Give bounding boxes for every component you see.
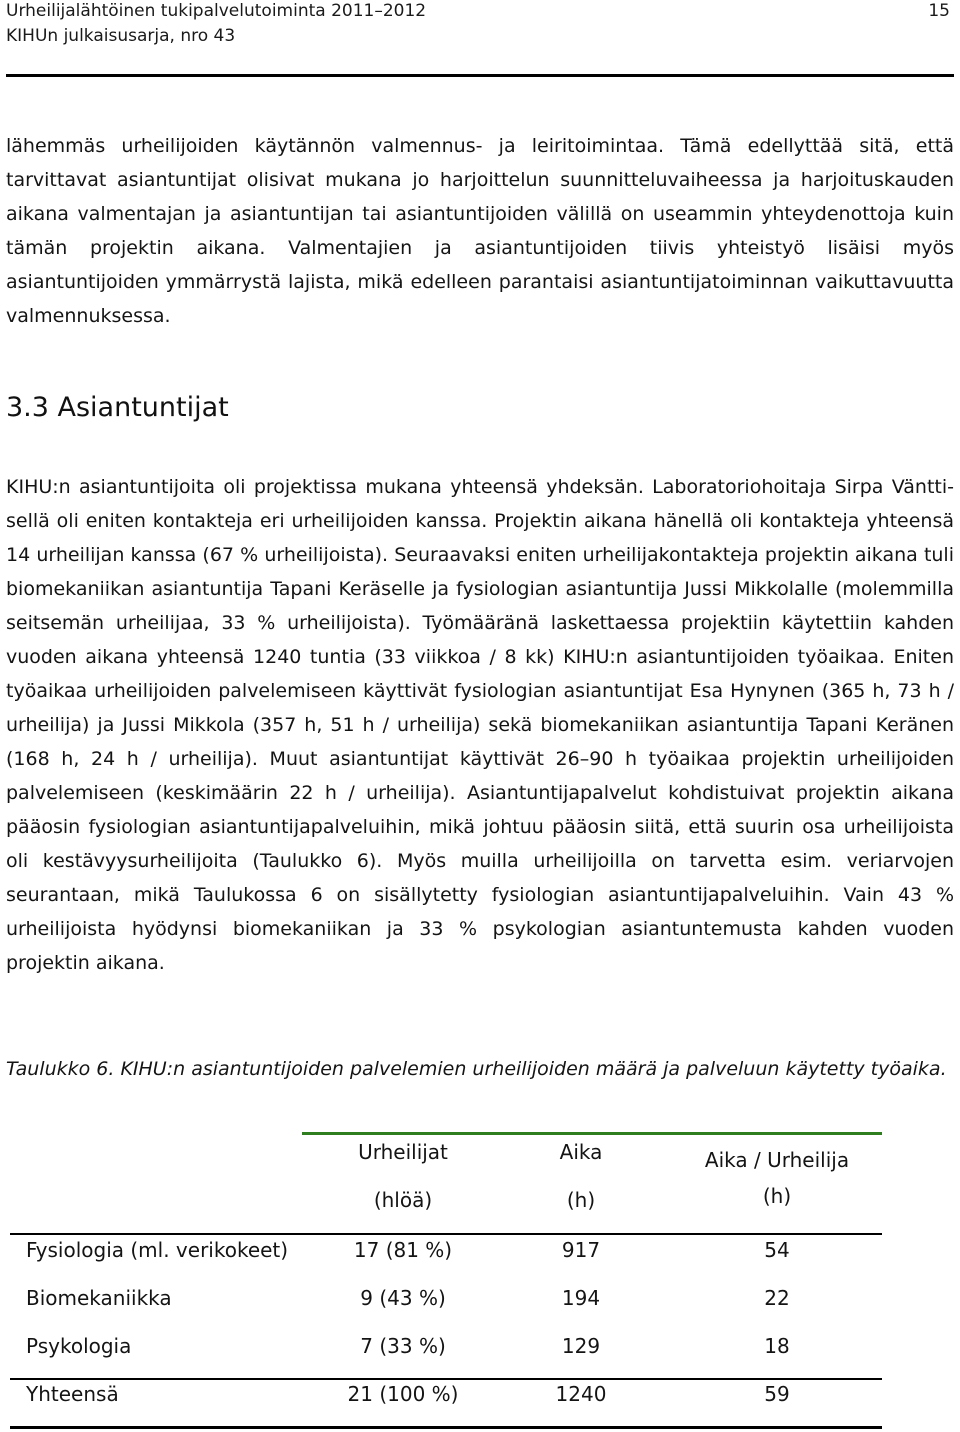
header-athletes: Urheilijat [358, 1140, 448, 1164]
publication-title: Urheilijalähtöinen tukipalvelutoiminta 2011–2012 [6, 1, 427, 21]
header-time-per-athlete-unit: (h) [762, 1184, 792, 1208]
row-time: 194 [561, 1286, 601, 1310]
header-divider [6, 74, 954, 77]
header-bottom-rule [10, 1233, 882, 1235]
row-label: Psykologia [26, 1334, 132, 1358]
header-time: Aika [559, 1140, 603, 1164]
row-athletes: 9 (43 %) [360, 1286, 446, 1310]
row-per-athlete: 59 [764, 1382, 790, 1406]
page-header [6, 0, 954, 50]
page-number: 15 [928, 1, 950, 21]
row-time: 917 [561, 1238, 601, 1262]
section-heading: 3.3 Asiantuntijat [6, 392, 229, 423]
row-athletes: 21 (100 %) [347, 1382, 459, 1406]
body-paragraph-2: KIHU:n asiantuntijoita oli projektissa mukana yhteensä yhdeksän. Laboratoriohoitaja Sirpa Vänttisellä oli eniten kontakteja eri urheilijoiden kanssa. Projektin aikana hänellä oli kontakteja yhteensä 14 urheilijan kanssa (67 % urheilijoista). Seuraavaksi eniten urheilijakontakteja projektin aikana tuli biomekaniikan asiantuntija Tapani Keräselle ja fysiologian asiantuntija Jussi Mikkolalle (molemmilla seitsemän urheilijaa, 33 % urheilijoista). Työmääränä laskettaessa projektiin käytettiin kahden vuoden aikana yhteensä 1240 tuntia (33 viikkoa / 8 kk) KIHU:n asiantuntijoiden työaikaa. Eniten työaikaa urheilijoiden palvelemiseen käyttivät fysiologian asiantuntijat Esa Hynynen (365 h, 73 h / urheilija) ja Jussi Mikkola (357 h, 51 h / urheilija) sekä biomekaniikan asiantuntija Tapani Keränen (168 h, 24 h / urheilija). Muut asiantuntijat käyttivät 26–90 h työaikaa projektin urheilijoiden palvelemiseen (keskimäärin 22 h / urheilija). Asiantuntijapalvelut kohdistuivat projektin aikana pääosin fysiologian asiantuntijapalveluihin, mikä johtuu pääosin siitä, että suurin osa urheilijoista oli kestävyysurheilijoita (Taulukko 6). Myös muilla urheilijoilla on tarvetta esim. veriarvojen seurantaan, mikä Taulukossa 6 on sisällytetty fysiologian asiantuntijapalveluihin. Vain 43 % urheilijoista hyödynsi biomekaniikan ja 33 % psykologian asiantuntemusta kahden vuoden projektin aikana. [6, 476, 954, 974]
table-top-rule [302, 1132, 882, 1135]
row-time: 1240 [555, 1382, 607, 1406]
header-time-per-athlete: Aika / Urheilija [704, 1148, 850, 1172]
row-athletes: 17 (81 %) [353, 1238, 453, 1262]
header-time-unit: (h) [566, 1188, 596, 1212]
row-per-athlete: 18 [764, 1334, 790, 1358]
row-label: Yhteensä [26, 1382, 119, 1406]
header-athletes-unit: (hlöä) [373, 1188, 433, 1212]
row-label: Biomekaniikka [26, 1286, 172, 1310]
row-time: 129 [561, 1334, 601, 1358]
row-per-athlete: 54 [764, 1238, 790, 1262]
experts-table [10, 1132, 882, 1432]
table-caption: Taulukko 6. KIHU:n asiantuntijoiden palvelemien urheilijoiden määrä ja palveluun käytetty työaika. [6, 1058, 947, 1080]
series-label: KIHUn julkaisusarja, nro 43 [6, 26, 236, 46]
row-per-athlete: 22 [764, 1286, 790, 1310]
row-athletes: 7 (33 %) [360, 1334, 446, 1358]
body-paragraph-1: lähemmäs urheilijoiden käytännön valmennus- ja leiritoimintaa. Tämä edellyttää sitä, että tarvittavat asiantuntijat olisivat mukana jo harjoittelun suunnitteluvaiheessa ja harjoituskauden aikana valmentajan ja asiantuntijan tai asiantuntijoiden välillä on useammin yhteydenottoja kuin tämän projektin aikana. Valmentajien ja asiantuntijoiden tiivis yhteistyö lisäisi myös asiantuntijoiden ymmärrystä lajista, mikä edelleen parantaisi asiantuntijatoiminnan vaikuttavuutta valmennuksessa. [6, 135, 954, 327]
total-row-top-rule [10, 1378, 882, 1380]
row-label: Fysiologia (ml. verikokeet) [26, 1238, 289, 1262]
table-bottom-rule [10, 1426, 882, 1429]
